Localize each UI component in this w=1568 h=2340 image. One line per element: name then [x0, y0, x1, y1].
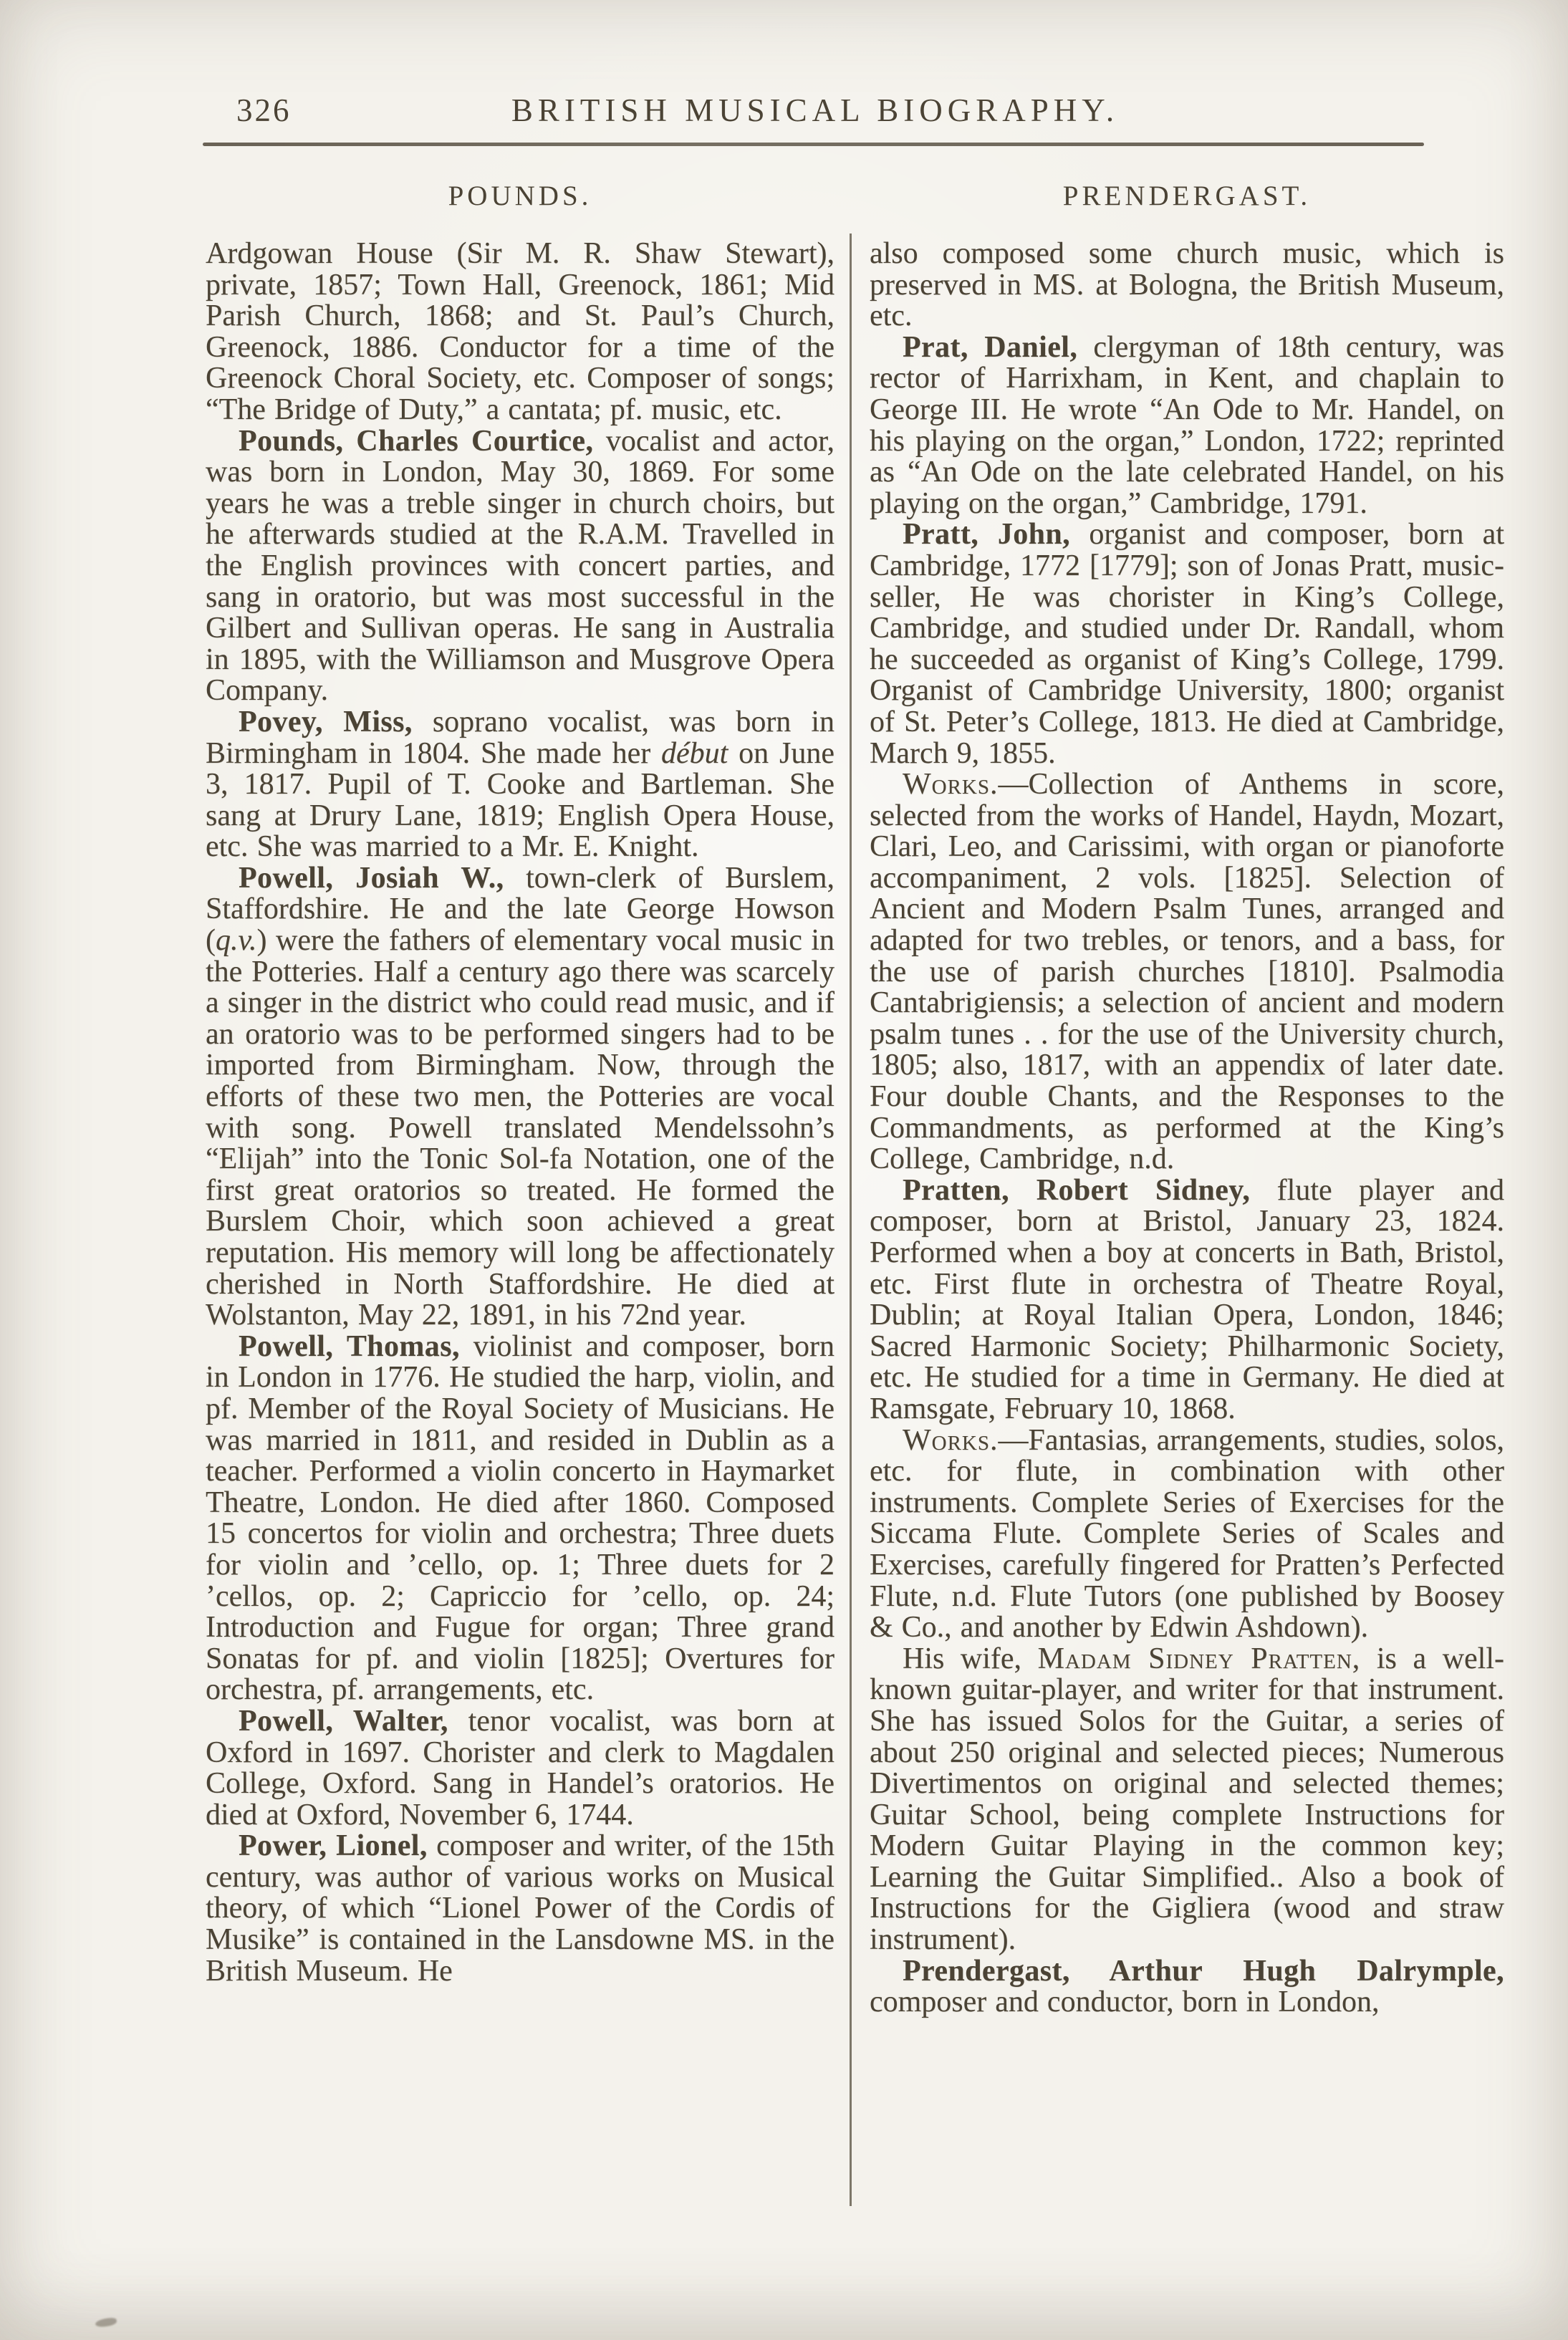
- body-text: is a well-known guitar-player, and writer for that instrument. She has issued Solos for the Guitar, a series of about 250 original and selected pieces; Numerous Divertimentos on original and selected themes; Guitar School, being complete Instructions for Modern Guitar Playing in the common key; Learning the Guitar Simplified.. Also a book of Instructions for the Gigliera (wood and straw instrument).: [870, 1642, 1504, 1957]
- body-text: vocalist and actor, was born in London, May 30, 1869. For some years he was a treble singer in church choirs, but he afterwards studied at the R.A.M. Travelled in the English provinces with concert parties, and sang in oratorio, but was most successful in the Gilbert and Sullivan operas. He sang in Australia in 1895, with the Williamson and Musgrove Opera Company.: [206, 424, 834, 708]
- entry-name: Pratten, Robert Sidney,: [903, 1173, 1251, 1207]
- body-text: town-clerk of Burslem, Staffordshire. He and the late George Howson (: [206, 861, 834, 958]
- body-text: flute player and composer, born at Bristol, January 23, 1824. Performed when a boy at concerts in Bath, Bristol, etc. First flute in orchestra of Theatre Royal, Dublin; at Royal Italian Opera, London, 1846; Sacred Harmonic Society; Philharmonic Society, etc. He studied for a time in Germany. He died at Ramsgate, February 10, 1868.: [870, 1173, 1504, 1425]
- entry-paragraph: [870, 1425, 1504, 1644]
- entry-name: Powell, Josiah W.,: [239, 861, 504, 895]
- left-column-text: [206, 239, 834, 1987]
- body-text: tenor vocalist, was born at Oxford in 1697. Chorister and clerk to Magdalen College, Oxford. Sang in Handel’s oratorios. He died at Oxford, November 6, 1744.: [206, 1704, 834, 1831]
- entry-paragraph: [870, 1956, 1504, 2018]
- entry-name: Prat, Daniel,: [903, 330, 1078, 364]
- right-column: [870, 180, 1504, 2018]
- entry-paragraph: [206, 1329, 834, 1707]
- running-head-left: POUNDS.: [448, 180, 592, 211]
- entry-name: Powell, Walter,: [239, 1704, 448, 1738]
- body-text: composer and writer, of the 15th century, was author of various works on Musical theory, of which “Lionel Power of the Cordis of Musike” is contained in the Lansdowne MS. in the British Museum. He: [206, 1829, 834, 1988]
- ink-speck: [95, 2317, 117, 2328]
- body-text: soprano vocalist, was born in Birmingham in 1804. She made her: [206, 705, 834, 770]
- body-text: His wife,: [903, 1642, 1038, 1675]
- column-divider-rule: [850, 233, 852, 2206]
- body-text: ) were the fathers of elementary vocal music in the Potteries. Half a century ago there was scarcely a singer in the district who could read music, and if an oratorio was to be performed singers had to be imported from Birmingham. Now, through the efforts of these two men, the Potteries are vocal with song. Powell translated Mendelssohn’s “Elijah” into the Tonic Sol-fa Notation, one of the first great oratorios so treated. He formed the Burslem Choir, which soon achieved a great reputation. His memory will long be affectionately cherished in North Staffordshire. He died at Wolstanton, May 22, 1891, in his 72nd year.: [206, 924, 834, 1332]
- entry-name: Power, Lionel,: [239, 1829, 428, 1863]
- body-text: Ardgowan House (Sir M. R. Shaw Stewart), private, 1857; Town Hall, Greenock, 1861; Mid Parish Church, 1868; and St. Paul’s Church, Greenock, 1886. Conductor for a time of the Greenock Choral Society, etc. Composer of songs; “The Bridge of Duty,” a cantata; pf. music, etc.: [206, 237, 834, 426]
- entry-paragraph: [870, 332, 1504, 520]
- entry-paragraph: [206, 426, 834, 707]
- header-rule: [203, 143, 1424, 146]
- smallcaps-text: Works.: [903, 768, 999, 801]
- italic-text: q.v.: [216, 924, 257, 958]
- entry-name: Pounds, Charles Courtice,: [239, 424, 594, 458]
- entry-name: Prendergast, Arthur Hugh Dalrymple,: [903, 1954, 1504, 1988]
- body-text: also composed some church music, which is preserved in MS. at Bologna, the British Museum, etc.: [870, 237, 1504, 333]
- running-head-right: PRENDERGAST.: [1062, 180, 1312, 211]
- entry-paragraph: [206, 863, 834, 1332]
- body-text: on June 3, 1817. Pupil of T. Cooke and Bartleman. She sang at Drury Lane, 1819; English Opera House, etc. She was married to a Mr. E. Knight.: [206, 736, 834, 864]
- entry-paragraph: [206, 707, 834, 863]
- body-text: clergyman of 18th century, was rector of Harrixham, in Kent, and chaplain to George III. He wrote “An Ode to Mr. Handel, on his playing on the organ,” London, 1722; reprinted as “An Ode on the late celebrated Handel, on his playing on the organ,” Cambridge, 1791.: [870, 330, 1504, 520]
- entry-paragraph: [870, 239, 1504, 332]
- entry-paragraph: [870, 769, 1504, 1175]
- smallcaps-text: Madam Sidney Pratten,: [1037, 1642, 1361, 1675]
- right-column-text: [870, 239, 1504, 2018]
- body-text: —Fantasias, arrangements, studies, solos, etc. for flute, in combination with other instruments. Complete Series of Exercises for the Siccama Flute. Complete Series of Scales and Exercises, carefully fingered for Pratten’s Perfected Flute, n.d. Flute Tutors (one published by Boosey & Co., and another by Edwin Ashdown).: [870, 1423, 1504, 1645]
- body-text: violinist and composer, born in London in 1776. He studied the harp, violin, and pf. Member of the Royal Society of Musicians. He was married in 1811, and resided in Dublin as a teacher. Performed a violin concerto in Haymarket Theatre, London. He died after 1860. Composed 15 concertos for violin and orchestra; Three duets for violin and ’cello, op. 1; Three duets for 2 ’cellos, op. 2; Capriccio for ’cello, op. 24; Introduction and Fugue for organ; Three grand Sonatas for pf. and violin [1825]; Overtures for orchestra, pf. arrangements, etc.: [206, 1329, 834, 1707]
- smallcaps-text: Works.: [903, 1423, 999, 1457]
- italic-text: début: [661, 736, 728, 770]
- page-title: BRITISH MUSICAL BIOGRAPHY.: [511, 92, 1120, 128]
- body-text: organist and composer, born at Cambridge, 1772 [1779]; son of Jonas Pratt, music-seller, He was chorister in King’s College, Cambridge, and studied under Dr. Randall, whom he succeeded as organist of King’s College, 1799. Organist of Cambridge University, 1800; organist of St. Peter’s College, 1813. He died at Cambridge, March 9, 1855.: [870, 518, 1504, 770]
- body-text: —Collection of Anthems in score, selected from the works of Handel, Haydn, Mozart, Clari, Leo, and Carissimi, with organ or pianoforte accompaniment, 2 vols. [1825]. Selection of Ancient and Modern Psalm Tunes, arranged and adapted for two trebles, or tenors, and a bass, for the use of parish churches [1810]. Psalmodia Cantabrigiensis; a selection of ancient and modern psalm tunes . . for the use of the University church, 1805; also, 1817, with an appendix of later date. Four double Chants, and the Responses to the Commandments, as performed at the King’s College, Cambridge, n.d.: [870, 768, 1504, 1176]
- entry-paragraph: [206, 1706, 834, 1831]
- entry-paragraph: [870, 1175, 1504, 1425]
- entry-paragraph: [870, 1644, 1504, 1956]
- entry-name: Pratt, John,: [903, 518, 1071, 552]
- entry-name: Powell, Thomas,: [239, 1329, 460, 1363]
- entry-paragraph: [870, 519, 1504, 769]
- page-number: 326: [236, 92, 292, 128]
- left-column: [206, 180, 834, 1987]
- entry-name: Povey, Miss,: [239, 705, 413, 738]
- entry-paragraph: [206, 1831, 834, 1987]
- body-text: composer and conductor, born in London,: [870, 1985, 1380, 2019]
- entry-paragraph: [206, 239, 834, 426]
